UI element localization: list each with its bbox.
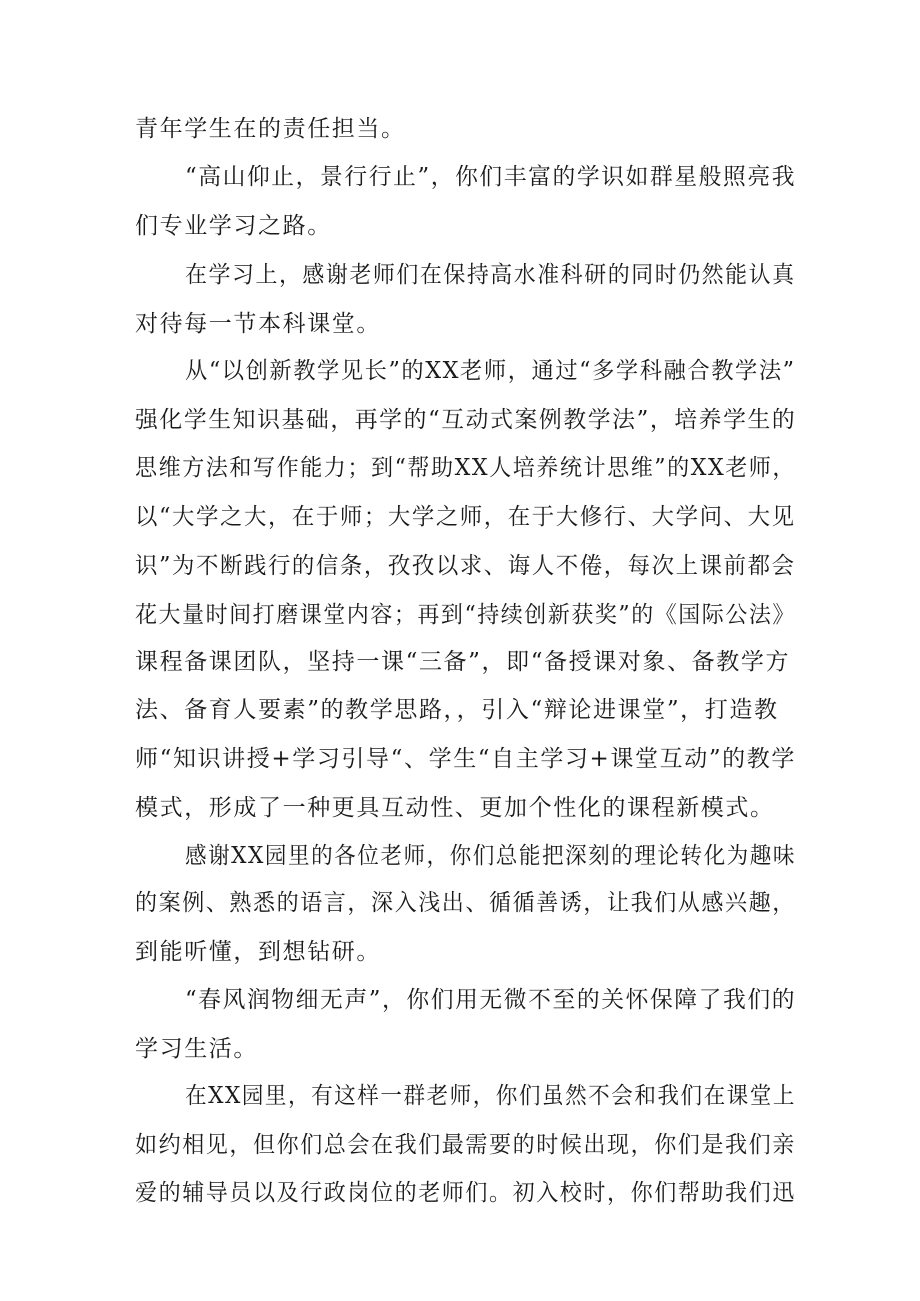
text-line: 们专业学习之路。 [135, 213, 332, 239]
text-line: 法、备育人要素”的教学思路，，引入“辩论进课堂”，打造教 [135, 697, 779, 723]
text-line: 的案例、熟悉的语言，深入浅出、循循善诱，让我们从感兴趣， [135, 890, 796, 916]
text-line: 师“知识讲授+学习引导“、学生“自主学习+课堂互动”的教学 [135, 746, 796, 772]
text-line: 到能听懂，到想钻研。 [135, 939, 381, 965]
text-line: 爱的辅导员以及行政岗位的老师们。初入校时，你们帮助我们迅 [135, 1180, 796, 1206]
text-line: “高山仰止，景行行止”，你们丰富的学识如群星般照亮我 [185, 164, 797, 190]
text-line: 从“以创新教学见长”的XX老师，通过“多学科融合教学法” [185, 358, 796, 384]
text-line: “春风润物细无声”，你们用无微不至的关怀保障了我们的 [185, 987, 797, 1013]
text-line: 在学习上，感谢老师们在保持高水准科研的同时仍然能认真 [185, 262, 796, 288]
text-line: 以“大学之大，在于师；大学之师，在于大修行、大学问、大见 [135, 504, 796, 530]
text-line: 学习生活。 [135, 1036, 258, 1062]
text-line: 感谢XX园里的各位老师，你们总能把深刻的理论转化为趣味 [185, 843, 796, 869]
text-line: 在XX园里，有这样一群老师，你们虽然不会和我们在课堂上 [185, 1083, 796, 1109]
text-line: 花大量时间打磨课堂内容；再到“持续创新获奖”的《国际公法》 [135, 602, 796, 628]
text-line: 强化学生知识基础，再学的“互动式案例教学法”，培养学生的 [135, 407, 797, 433]
text-line: 对待每一节本科课堂。 [135, 311, 381, 337]
text-line: 如约相见，但你们总会在我们最需要的时候出现，你们是我们亲 [135, 1132, 796, 1158]
text-line: 青年学生在的责任担当。 [135, 116, 406, 142]
text-line: 思维方法和写作能力；到“帮助XX人培养统计思维”的XX老师， [135, 455, 797, 481]
text-line: 课程备课团队，坚持一课“三备”，即“备授课对象、备教学方 [135, 649, 791, 675]
text-line: 模式，形成了一种更具互动性、更加个性化的课程新模式。 [135, 795, 775, 821]
text-line: 识”为不断践行的信条，孜孜以求、诲人不倦，每次上课前都会 [135, 553, 796, 579]
